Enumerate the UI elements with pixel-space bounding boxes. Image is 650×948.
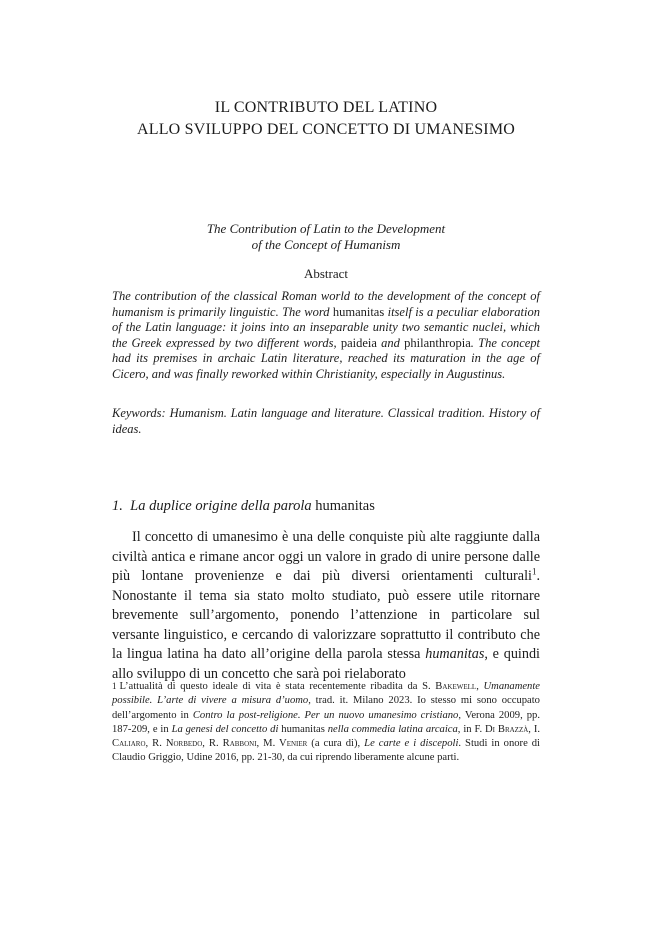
footnote-segment: , trad. it. Milano 2023. Io stesso mi sono occupato dell’argomento in [112,695,540,721]
footnote-author: S. Bakewell [422,681,477,692]
section-title-roman: humanitas [315,498,375,514]
footnote-segment: , [476,681,484,692]
abstract-term: philanthropia [404,335,471,350]
english-title [112,221,540,253]
abstract-segment: itself is a peculiar elaboration of the Latin language: it joins into an inseparable unity two semantic nuclei, which the Greek expressed by two different words, [112,304,540,350]
section-heading [112,497,540,515]
footnote-editors: F. Di Brazzà, I. Caliaro, R. Norbedo, R. Rabboni, M. Venier [112,723,540,750]
chapter-title-line-2: ALLO SVILUPPO DEL CONCETTO DI UMANESIMO [136,121,516,138]
footnote-work-title: Umanamente possibile. L’arte di vivere a misura d’uomo [112,681,541,707]
footnote-segment: , in [457,723,475,735]
english-title-line-1: The Contribution of Latin to the Development [206,221,446,236]
english-title-line-2: of the Concept of Humanism [251,237,401,252]
body-text [112,528,540,684]
body-segment: Il concetto di umanesimo è una delle conquiste più alte raggiunte dalla civiltà antica e rimane ancor oggi un valore in grado di unire persone dalle più lontane provenienze e dai più diversi orientamenti culturali [112,529,540,584]
footnote-segment: . Studi in onore di Claudio Griggio, Udine 2016, pp. 21-30, da cui riprendo liberamente alcune parti. [112,738,540,764]
footnote-work-title: Le carte e i discepoli [364,738,459,750]
footnote-segment: L’attualità di questo ideale di vita è stata recentemente ribadita da [119,681,423,692]
footnote-term: humanitas [278,723,328,735]
chapter-title [112,97,540,141]
keywords: Keywords: Humanism. Latin language and literature. Classical tradition. History of ideas. [112,406,540,436]
footnote-reference[interactable]: 1 [531,566,537,577]
footnote-work-title: La genesi del concetto di [171,723,279,735]
abstract-text [112,289,540,382]
chapter-title-line-1: IL CONTRIBUTO DEL LATINO [214,99,438,116]
abstract-term: paideia [340,335,377,350]
abstract-term: humanitas [332,304,385,319]
section-title-italic: La duplice origine della parola [130,498,312,514]
footnote-segment: (a cura di), [307,738,365,750]
body-paragraph [112,528,540,684]
abstract-segment: . The concept had its premises in archaic Latin literature, reached its maturation in the age of Cicero, and was finally reworked within Christianity, especially in Augustinus. [112,335,541,381]
abstract-segment: and [376,335,405,350]
abstract-heading: Abstract [303,266,349,281]
body-segment: , e quindi allo sviluppo di un concetto che sarà poi rielaborato [112,646,540,682]
body-segment: . Nonostante il tema sia stato molto studiato, può essere utile ritornare brevemente sull’argomento, ponendo l’attenzione in particolare sul versante linguistico, e cercando di valorizzare soprattutto il contributo che la lingua latina ha dato all’origine della parola stessa [112,568,540,662]
abstract-segment: The contribution of the classical Roman world to the development of the concept of humanism is primarily linguistic. The word [112,289,540,319]
footnote-work-title: nella commedia latina arcaica [327,723,458,735]
footnote [112,679,540,766]
body-term: humanitas [425,646,485,662]
footnote-work-title: Contro la post-religione. Per un nuovo umanesimo cristiano [192,709,459,721]
footnote-number: 1 [112,681,117,691]
section-number: 1. [112,498,123,514]
footnote-segment: , Verona 2009, pp. 187-209, e in [112,709,541,735]
